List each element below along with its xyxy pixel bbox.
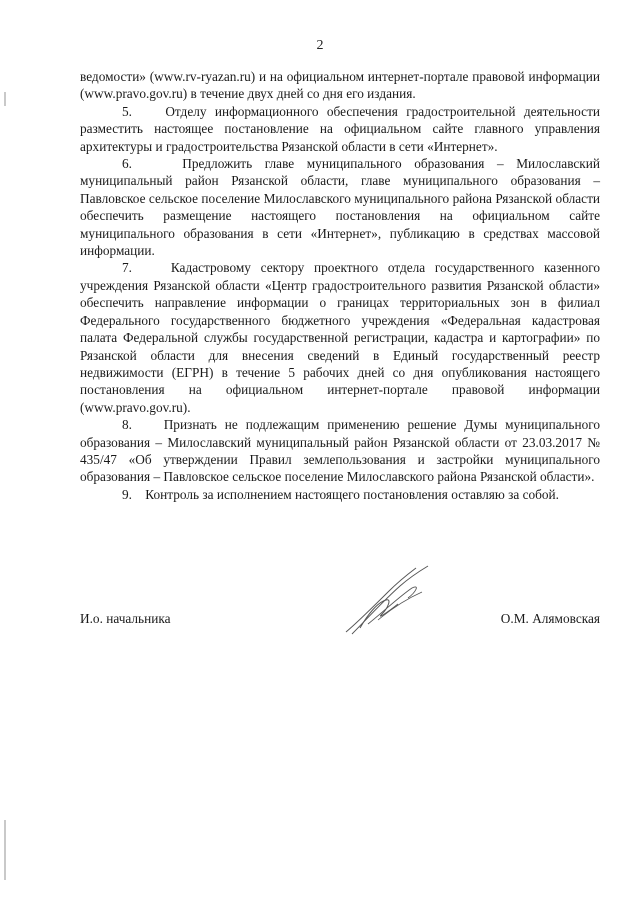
scan-artifact	[4, 820, 6, 880]
paragraph-item-6: 6. Предложить главе муниципального образования – Милославский муниципальный район Рязанской области, главе муниципального образования – Павловское сельское поселение Милославского муниципального района Рязанской области обеспечить размещение настоящего постановления на официальном сайте муниципального образования в сети «Интернет», публикацию в средствах массовой информации.	[80, 156, 600, 259]
scan-artifact	[4, 92, 6, 106]
page-number: 2	[316, 38, 324, 53]
paragraph-continuation: ведомости» (www.rv-ryazan.ru) и на официальном интернет-портале правовой информации (www.pravo.gov.ru) в течение двух дней со дня его издания.	[80, 69, 600, 102]
document-body	[80, 68, 600, 503]
signer-name: О.М. Алямовская	[500, 611, 600, 626]
paragraph-item-9: 9. Контроль за исполнением настоящего постановления оставляю за собой.	[122, 486, 559, 502]
paragraph-item-8: 8. Признать не подлежащим применению решение Думы муниципального образования – Милославский муниципальный район Рязанской области от 23.03.2017 № 435/47 «Об утверждении Правил землепользования и застройки муниципального образования – Павловское сельское поселение Милославского района Рязанской области».	[80, 417, 600, 485]
paragraph-item-5: 5. Отделу информационного обеспечения градостроительной деятельности разместить настоящее постановление на официальном сайте главного управления архитектуры и градостроительства Рязанской области в сети «Интернет».	[80, 103, 600, 154]
paragraph-item-7: 7. Кадастровому сектору проектного отдела государственного казенного учреждения Рязанской области «Центр градостроительного развития Рязанской области» обеспечить направление информации о границах территориальных зон в филиал Федерального государственного бюджетного учреждения «Федеральная кадастровая палата Федеральной службы государственной регистрации, кадастра и картографии» по Рязанской области для внесения сведений в Единый государственный реестр недвижимости (ЕГРН) в течение 5 рабочих дней со дня опубликования настоящего постановления на официальном интернет-портале правовой информации (www.pravo.gov.ru).	[80, 260, 600, 415]
signer-position: И.о. начальника	[80, 611, 171, 626]
handwritten-signature	[338, 562, 448, 642]
